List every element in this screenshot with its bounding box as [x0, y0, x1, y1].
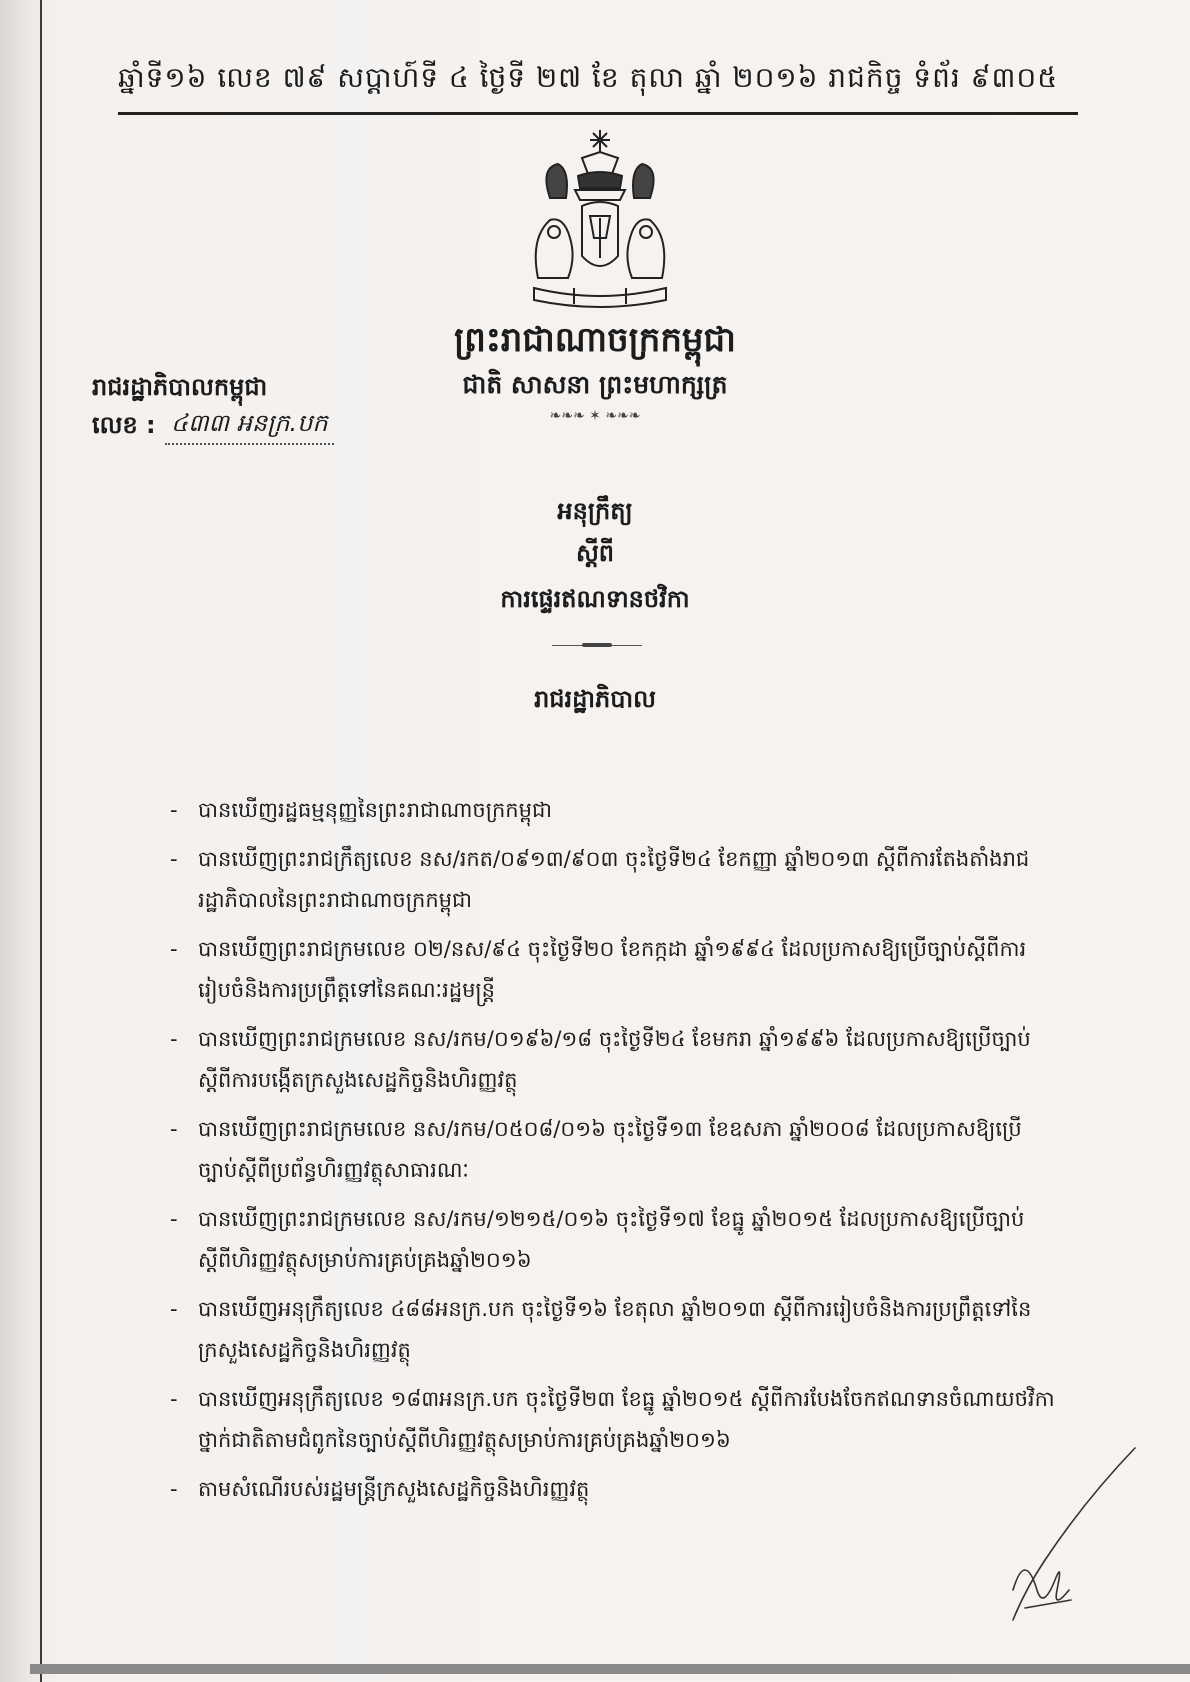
- list-item: [170, 1109, 1060, 1191]
- list-item: [170, 1469, 1060, 1510]
- reference-number: ៤៣៣ អនក្រ.បក: [165, 408, 334, 445]
- national-motto: ជាតិ សាសនា ព្រះមហាក្សត្រ: [462, 370, 728, 399]
- list-item-text: បានឃើញព្រះរាជក្រមលេខ ០២/នស/៩៤ ចុះថ្ងៃទី២០ ខែកក្កដា ឆ្នាំ១៩៩៤ ដែលប្រកាសឱ្យប្រើច្បាប់ស្តីពីការរៀបចំនិងការប្រព្រឹត្តទៅនៃគណៈរដ្ឋមន្ត្រី: [198, 937, 1027, 1002]
- list-item-text: បានឃើញរដ្ឋធម្មនុញ្ញនៃព្រះរាជាណាចក្រកម្ពុជា: [198, 798, 552, 822]
- section-divider: [552, 645, 642, 646]
- handwritten-initials-icon: [985, 1440, 1145, 1630]
- list-item: [170, 1379, 1060, 1461]
- list-item-text: បានឃើញអនុក្រឹត្យលេខ ៤៨៨អនក្រ.បក ចុះថ្ងៃទី១៦ ខែតុលា ឆ្នាំ២០១៣ ស្តីពីការរៀបចំនិងការប្រព្រឹត្តទៅនៃក្រសួងសេដ្ឋកិច្ចនិងហិរញ្ញវត្ថុ: [198, 1297, 1032, 1362]
- list-marker: -: [170, 1297, 178, 1321]
- list-item-text: តាមសំណើរបស់រដ្ឋមន្ត្រីក្រសួងសេដ្ឋកិច្ចនិងហិរញ្ញវត្ថុ: [198, 1477, 590, 1501]
- royal-coat-of-arms-icon: [520, 128, 680, 313]
- gazette-header: ឆ្នាំទី១៦ លេខ ៧៩ សប្តាហ៍ទី ៤ ថ្ងៃទី ២៧ ខែ តុលា ឆ្នាំ ២០១៦ រាជកិច្ច ទំព័រ ៩៣០៥: [118, 61, 1059, 94]
- list-marker: -: [170, 1117, 178, 1141]
- document-type: អនុក្រឹត្យ: [557, 497, 633, 525]
- list-marker: -: [170, 1027, 178, 1051]
- list-item-text: បានឃើញព្រះរាជក្រឹត្យលេខ នស/រកត/០៩១៣/៩០៣ ចុះថ្ងៃទី២៤ ខែកញ្ញា ឆ្នាំ២០១៣ ស្តីពីការតែងតាំងរាជរដ្ឋាភិបាលនៃព្រះរាជាណាចក្រកម្ពុជា: [198, 847, 1030, 912]
- list-marker: -: [170, 1387, 178, 1411]
- ornament-divider: ❧❧❧ ✶ ❧❧❧: [549, 408, 641, 424]
- list-marker: -: [170, 1477, 178, 1501]
- legal-basis-list: [170, 790, 1060, 1518]
- list-item-text: បានឃើញអនុក្រឹត្យលេខ ១៨៣អនក្រ.បក ចុះថ្ងៃទី២៣ ខែធ្នូ ឆ្នាំ២០១៥ ស្តីពីការបែងចែកឥណទានចំណាយថវិកាថ្នាក់ជាតិតាមជំពូកនៃច្បាប់ស្តីពីហិរញ្ញវត្ថុសម្រាប់ការគ្រប់គ្រងឆ្នាំ២០១៦: [198, 1387, 1055, 1452]
- list-item: [170, 1019, 1060, 1101]
- document-about: ស្តីពី: [575, 539, 615, 567]
- issuing-body-name: រាជរដ្ឋាភិបាលកម្ពុជា: [92, 373, 268, 401]
- list-item: [170, 1199, 1060, 1281]
- kingdom-title: ព្រះរាជាណាចក្រកម្ពុជា: [454, 320, 736, 360]
- list-item-text: បានឃើញព្រះរាជក្រមលេខ នស/រកម/១២១៥/០១៦ ចុះថ្ងៃទី១៧ ខែធ្នូ ឆ្នាំ២០១៥ ដែលប្រកាសឱ្យប្រើច្បាប់ស្តីពីហិរញ្ញវត្ថុសម្រាប់ការគ្រប់គ្រងឆ្នាំ២០១៦: [198, 1207, 1025, 1272]
- list-item-text: បានឃើញព្រះរាជក្រមលេខ នស/រកម/០១៩៦/១៨ ចុះថ្ងៃទី២៤ ខែមករា ឆ្នាំ១៩៩៦ ដែលប្រកាសឱ្យប្រើច្បាប់ស្តីពីការបង្កើតក្រសួងសេដ្ឋកិច្ចនិងហិរញ្ញវត្ថុ: [198, 1027, 1031, 1092]
- document-subject: ការផ្ទេរឥណទានថវិកា: [500, 585, 690, 613]
- list-item-text: បានឃើញព្រះរាជក្រមលេខ នស/រកម/០៥០៨/០១៦ ចុះថ្ងៃទី១៣ ខែឧសភា ឆ្នាំ២០០៨ ដែលប្រកាសឱ្យប្រើច្បាប់ស្តីពីប្រព័ន្ធហិរញ្ញវត្ថុសាធារណៈ: [198, 1117, 1022, 1182]
- issuer-heading: រាជរដ្ឋាភិបាល: [534, 685, 656, 713]
- list-marker: -: [170, 1207, 178, 1231]
- list-item: [170, 839, 1060, 921]
- list-marker: -: [170, 937, 178, 961]
- list-item: [170, 790, 1060, 831]
- list-item: [170, 929, 1060, 1011]
- header-rule: [118, 112, 1078, 115]
- reference-label: លេខ :: [92, 411, 156, 439]
- list-item: [170, 1289, 1060, 1371]
- list-marker: -: [170, 847, 178, 871]
- scan-edge-line: [40, 0, 42, 1682]
- list-marker: -: [170, 798, 178, 822]
- scan-bottom-edge: [30, 1664, 1190, 1674]
